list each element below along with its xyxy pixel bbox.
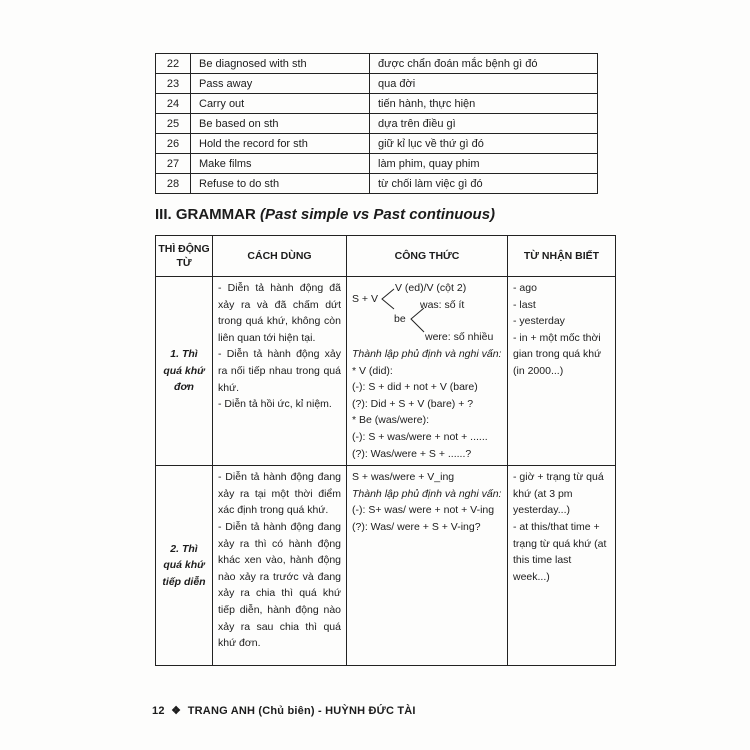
usage-item: - Diễn tả hành động đang xảy ra tại một thời điểm xác định trong quá khứ. <box>218 471 341 517</box>
usage-item: - Diễn tả hành động đã xảy ra và đã chấm dứt trong quá khứ, không còn liên quan tới hiện tại. <box>218 282 341 344</box>
diagram-s-v: S + V <box>352 293 378 305</box>
formula-line: (?): Was/ were + S + V-ing? <box>352 520 481 533</box>
usage-item: - Diễn tả hành động đang xảy ra thì có hành động khác xen vào, hành động nào xảy ra trước và đang xảy ra chia thì quá khứ tiếp diễn, hành động nào xảy ra sau chia thì quá khứ đơn. <box>218 520 341 650</box>
formula-diagram <box>352 280 502 346</box>
vocab-row <box>156 154 598 174</box>
signals-cell <box>508 277 616 466</box>
diagram-were: were: số nhiều <box>425 331 494 343</box>
vocab-number: 27 <box>156 154 191 174</box>
formula-line: (?): Did + S + V (bare) + ? <box>352 397 474 410</box>
signal-item: - yesterday <box>513 315 565 328</box>
vocab-vietnamese: được chẩn đoán mắc bệnh gì đó <box>370 54 598 74</box>
vocab-vietnamese: từ chối làm việc gì đó <box>370 174 598 194</box>
formula-title: Thành lập phủ định và nghi vấn: <box>352 348 502 360</box>
grammar-row-past-simple <box>156 277 616 466</box>
diagram-was: was: số ít <box>420 299 465 311</box>
vocab-number: 28 <box>156 174 191 194</box>
usage-item: - Diễn tả hành động xảy ra nối tiếp nhau trong quá khứ. <box>218 348 341 394</box>
formula-line: * Be (was/were): <box>352 414 430 427</box>
vocab-row <box>156 54 598 74</box>
page-number: 12 <box>152 705 165 717</box>
header-signals: TỪ NHẬN BIẾT <box>508 236 616 277</box>
vocab-english: Be based on sth <box>191 114 370 134</box>
formula-cell <box>347 277 508 466</box>
header-formula: CÔNG THỨC <box>347 236 508 277</box>
grammar-table <box>155 235 616 666</box>
formula-line: S + was/were + V_ing <box>352 471 455 484</box>
formula-line: (-): S + was/were + not + ...... <box>352 430 488 443</box>
vocab-english: Carry out <box>191 94 370 114</box>
vocab-vietnamese: tiến hành, thực hiện <box>370 94 598 114</box>
vocab-number: 24 <box>156 94 191 114</box>
footer-authors: TRANG ANH (Chủ biên) - HUỲNH ĐỨC TÀI <box>187 705 416 717</box>
signal-item: - at this/that time + trạng từ quá khứ (at this time last week...) <box>513 520 607 583</box>
formula-line: * V (did): <box>352 364 393 377</box>
formula-title: Thành lập phủ định và nghi vấn: <box>352 487 502 500</box>
vocab-english: Make films <box>191 154 370 174</box>
page-footer <box>152 704 416 717</box>
header-tense: THÌ ĐỘNG TỪ <box>156 236 213 277</box>
signal-item: - ago <box>513 282 537 294</box>
vocabulary-table <box>155 53 598 194</box>
diamond-icon: ❖ <box>171 705 182 717</box>
tense-name: 1. Thì quá khứ đơn <box>156 277 213 466</box>
signal-item: - giờ + trạng từ quá khứ (at 3 pm yesterday...) <box>513 471 604 517</box>
vocab-vietnamese: giữ kỉ lục về thứ gì đó <box>370 134 598 154</box>
usage-cell <box>213 466 347 666</box>
header-usage: CÁCH DÙNG <box>213 236 347 277</box>
signal-item: - last <box>513 298 536 311</box>
vocab-english: Be diagnosed with sth <box>191 54 370 74</box>
tense-name: 2. Thì quá khứ tiếp diễn <box>156 466 213 666</box>
section-heading <box>155 206 495 223</box>
grammar-row-past-continuous <box>156 466 616 666</box>
heading-main: III. GRAMMAR <box>155 206 260 223</box>
formula-cell <box>347 466 508 666</box>
heading-subtitle: (Past simple vs Past continuous) <box>260 206 496 223</box>
vocab-number: 25 <box>156 114 191 134</box>
vocab-row <box>156 94 598 114</box>
vocab-vietnamese: dựa trên điều gì <box>370 114 598 134</box>
usage-item: - Diễn tả hồi ức, kỉ niệm. <box>218 398 332 411</box>
vocab-english: Hold the record for sth <box>191 134 370 154</box>
vocab-vietnamese: qua đời <box>370 74 598 94</box>
vocab-row <box>156 134 598 154</box>
vocab-number: 22 <box>156 54 191 74</box>
vocab-row <box>156 74 598 94</box>
diagram-v-ed: V (ed)/V (cột 2) <box>395 282 467 294</box>
signal-item: - in + một mốc thời gian trong quá khứ (in 2000...) <box>513 331 602 377</box>
vocab-row <box>156 174 598 194</box>
signals-cell <box>508 466 616 666</box>
vocab-number: 23 <box>156 74 191 94</box>
usage-cell <box>213 277 347 466</box>
vocab-vietnamese: làm phim, quay phim <box>370 154 598 174</box>
formula-line: (?): Was/were + S + ......? <box>352 447 472 460</box>
diagram-be: be <box>394 313 406 325</box>
grammar-header-row <box>156 236 616 277</box>
vocab-english: Pass away <box>191 74 370 94</box>
vocab-number: 26 <box>156 134 191 154</box>
formula-line: (-): S+ was/ were + not + V-ing <box>352 504 495 517</box>
vocab-english: Refuse to do sth <box>191 174 370 194</box>
vocab-row <box>156 114 598 134</box>
formula-line: (-): S + did + not + V (bare) <box>352 381 478 394</box>
